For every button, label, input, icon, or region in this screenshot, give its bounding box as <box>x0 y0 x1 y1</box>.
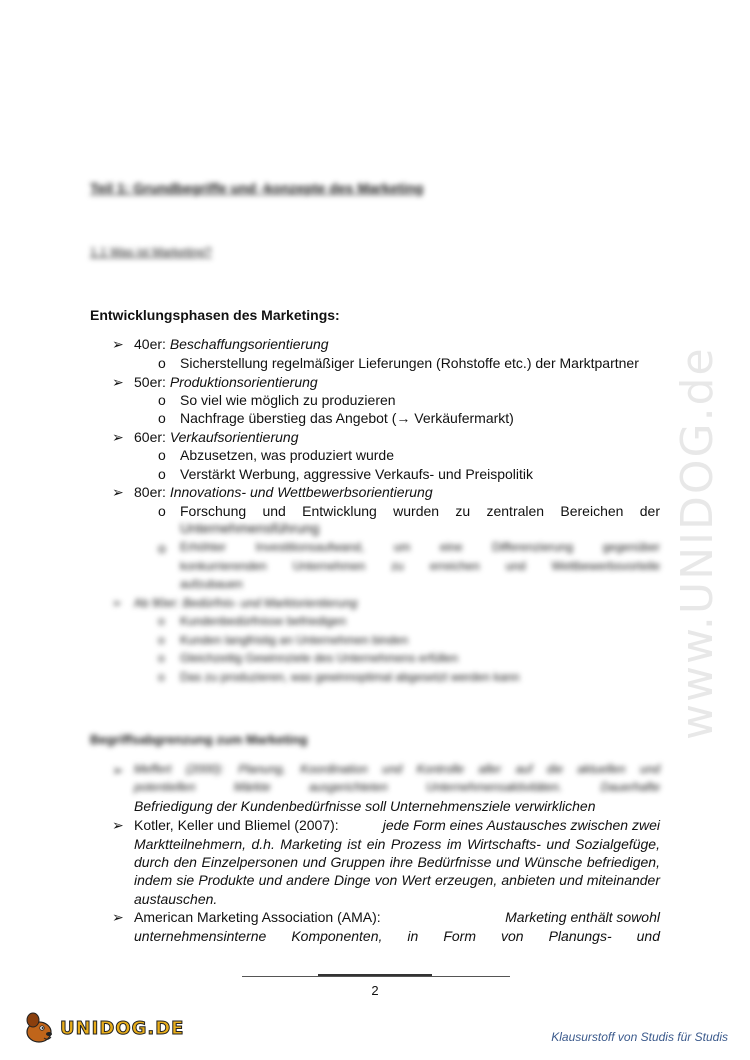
circle-bullet-icon: o <box>158 392 166 408</box>
definitions-heading: Begriffsabgrenzung zum Marketing <box>90 732 308 747</box>
arrow-bullet-icon: ➢ <box>112 762 124 778</box>
dog-icon <box>22 1012 56 1044</box>
phase-name: Innovations- und Wettbewerbsorientierung <box>169 484 433 500</box>
definition-line: Marktteilnehmern, d.h. Marketing ist ein Prozess im Wirtschafts- und Sozialgefüge, <box>134 836 660 852</box>
definition-line: Meffert (2000): Planung, Koordination und Kontrolle aller auf die aktuellen und <box>134 762 660 776</box>
tagline: Klausurstoff von Studis für Studis <box>551 1030 728 1044</box>
phase-year: 60er: <box>134 429 166 445</box>
definition-line: Befriedigung der Kundenbedürfnisse soll Unternehmensziele verwirklichen <box>134 798 596 814</box>
arrow-bullet-icon: ➢ <box>112 909 124 925</box>
watermark: www.UNIDOG.de <box>672 346 723 740</box>
definition-line: American Marketing Association (AMA): Marketing enthält sowohl <box>134 909 660 925</box>
phase-subitem: o Das zu produzieren, was gewinnoptimal abgesetzt werden kann <box>158 670 520 684</box>
circle-bullet-icon: o <box>158 466 166 482</box>
phase-subitem-line: Unternehmensführung <box>180 520 320 536</box>
phase-subitem-line: aufzubauen <box>180 577 243 591</box>
circle-bullet-icon: o <box>158 540 166 556</box>
phase-subitem: o So viel wie möglich zu produzieren <box>158 392 396 408</box>
unidog-logo <box>22 1012 184 1044</box>
definition-line: indem sie Produkte und andere Dinge von Wert erzeugen, anbieten und miteinander <box>134 872 660 888</box>
definition-line: Kotler, Keller und Bliemel (2007): jede Form eines Austausches zwischen zwei <box>134 817 660 833</box>
definition-line: durch den Einzelpersonen und Gruppen ihre Bedürfnisse und Wünsche befriedigen, <box>134 854 660 870</box>
arrow-bullet-icon: ➢ <box>112 596 123 610</box>
phase-item <box>112 484 433 501</box>
phase-year: 80er: <box>134 484 166 500</box>
phase-subitem: o Sicherstellung regelmäßiger Lieferungen (Rohstoffe etc.) der Marktpartner <box>158 355 639 371</box>
arrow-bullet-icon: ➢ <box>112 336 124 352</box>
phase-item <box>112 429 298 446</box>
circle-bullet-icon: o <box>158 410 166 426</box>
phase-subitem: o Verstärkt Werbung, aggressive Verkaufs- und Preispolitik <box>158 466 534 482</box>
phase-year: 50er: <box>134 374 166 390</box>
phase-name: Produktionsorientierung <box>169 374 318 390</box>
phase-subitem-line: konkurrierenden Unternehmen zu erreichen und Wettbewerbsvorteile <box>180 559 660 573</box>
definition-line: austauschen. <box>134 891 218 907</box>
arrow-bullet-icon: ➢ <box>112 429 124 445</box>
section-heading: 1.1 Was ist Marketing? <box>90 245 212 259</box>
definition-source: Kotler, Keller und Bliemel (2007): <box>134 817 339 833</box>
phase-item <box>112 336 329 353</box>
phases-title: Entwicklungsphasen des Marketings: <box>90 307 340 323</box>
footer-rule-accent <box>318 974 432 976</box>
page-number: 2 <box>371 983 379 998</box>
arrow-bullet-icon: ➢ <box>112 817 124 833</box>
arrow-bullet-icon: ➢ <box>112 374 124 390</box>
phase-subitem: o Abzusetzen, was produziert wurde <box>158 447 394 463</box>
definition-source: American Marketing Association (AMA): <box>134 909 381 925</box>
phase-subitem: o Gleichzeitig Gewinnziele des Unternehmens erfüllen <box>158 651 459 665</box>
phase-item: ➢ Ab 90er: Bedürfnis- und Marktorientierung <box>112 596 358 610</box>
circle-bullet-icon: o <box>158 447 166 463</box>
circle-bullet-icon: o <box>158 503 166 519</box>
phase-subitem-line: Forschung und Entwicklung wurden zu zentralen Bereichen der <box>180 503 660 519</box>
definition-line: unternehmensinterne Komponenten, in Form von Planungs- und <box>134 928 660 944</box>
phase-subitem: o Nachfrage überstieg das Angebot (→ Verkäufermarkt) <box>158 410 514 426</box>
phase-subitem: o Kundenbedürfnisse befriedigen <box>158 614 347 628</box>
footer-rule <box>242 976 510 977</box>
phase-year: 40er: <box>134 336 166 352</box>
logo-text: UNIDOG.DE <box>60 1017 185 1039</box>
chapter-heading: Teil 1: Grundbegriffe und -konzepte des Marketing <box>90 180 424 196</box>
circle-bullet-icon: o <box>158 355 166 371</box>
phase-subitem: o Kunden langfristig an Unternehmen binden <box>158 633 409 647</box>
phase-subitem-line: Erhöhter Investitionsaufwand, um eine Differenzierung gegenüber <box>180 540 660 554</box>
phase-item <box>112 374 318 391</box>
definition-line: potentiellen Märkte ausgerichteten Unternehmensaktivitäten. Dauerhafte <box>134 780 660 794</box>
phase-name: Verkaufsorientierung <box>169 429 299 445</box>
phase-name: Beschaffungsorientierung <box>169 336 329 352</box>
arrow-bullet-icon: ➢ <box>112 484 124 500</box>
